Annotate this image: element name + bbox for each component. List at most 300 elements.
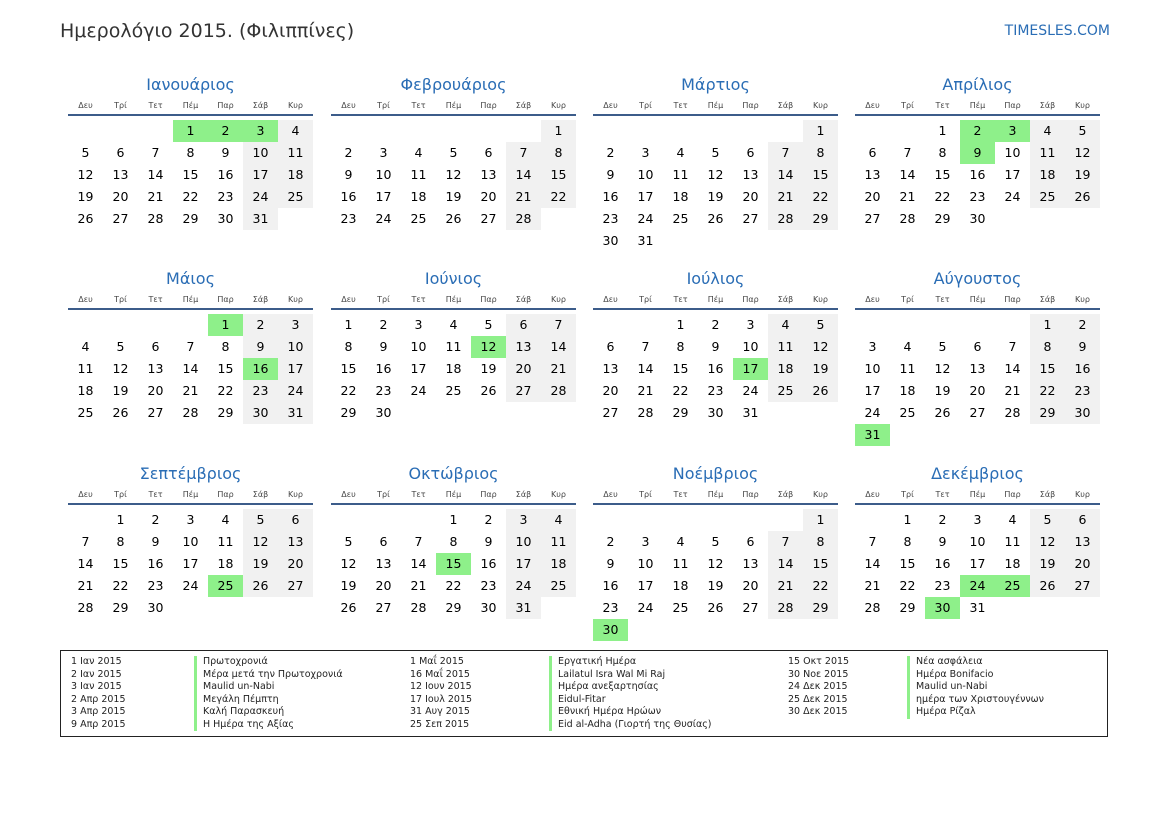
weekday-label: Τρί bbox=[114, 295, 127, 304]
day-cell: 13 bbox=[742, 556, 759, 571]
day-cell: 9 bbox=[151, 534, 160, 549]
day-cell: 26 bbox=[77, 211, 94, 226]
day-cell: 29 bbox=[217, 405, 234, 420]
week-row bbox=[855, 336, 1100, 358]
empty-day-cell bbox=[401, 402, 436, 424]
day-cell: 16 bbox=[1065, 358, 1100, 380]
day-cell: 20 bbox=[375, 578, 392, 593]
holiday-name: Eidul-Fitar bbox=[549, 694, 712, 707]
empty-day-cell bbox=[331, 120, 366, 142]
legend-name-column bbox=[194, 656, 343, 731]
day-cell: 10 bbox=[278, 336, 313, 358]
empty-day-cell bbox=[698, 120, 733, 142]
day-cell: 20 bbox=[147, 383, 164, 398]
week-row bbox=[68, 380, 313, 402]
day-cell: 22 bbox=[934, 189, 951, 204]
day-cell: 22 bbox=[899, 578, 916, 593]
day-cell: 27 bbox=[602, 405, 619, 420]
day-cell: 30 bbox=[147, 600, 164, 615]
week-row bbox=[331, 380, 576, 402]
day-cell: 16 bbox=[243, 358, 278, 380]
day-cell: 2 bbox=[379, 317, 388, 332]
empty-day-cell bbox=[173, 314, 208, 336]
day-cell: 5 bbox=[803, 314, 838, 336]
empty-day-cell bbox=[436, 120, 471, 142]
day-cell: 1 bbox=[449, 512, 458, 527]
day-cell: 20 bbox=[864, 189, 881, 204]
day-cell: 11 bbox=[77, 361, 94, 376]
day-cell: 25 bbox=[278, 186, 313, 208]
day-cell: 29 bbox=[803, 208, 838, 230]
empty-day-cell bbox=[593, 314, 628, 336]
day-cell: 1 bbox=[803, 509, 838, 531]
holiday-date: 1 Ιαν 2015 bbox=[71, 656, 122, 667]
empty-day-cell bbox=[855, 120, 890, 142]
weekday-label: Τρί bbox=[901, 295, 914, 304]
day-cell: 25 bbox=[768, 380, 803, 402]
weekday-label: Κυρ bbox=[813, 490, 828, 499]
holiday-date: 25 Σεπ 2015 bbox=[410, 718, 470, 730]
month-calendar bbox=[331, 461, 576, 619]
holiday-name: Νέα ασφάλεια bbox=[907, 656, 1044, 669]
empty-day-cell bbox=[855, 314, 890, 336]
holiday-date: 9 Απρ 2015 bbox=[71, 718, 126, 730]
day-cell: 23 bbox=[217, 189, 234, 204]
day-cell: 16 bbox=[147, 556, 164, 571]
day-cell: 18 bbox=[278, 164, 313, 186]
empty-day-cell bbox=[628, 619, 663, 641]
empty-day-cell bbox=[331, 509, 366, 531]
day-cell: 3 bbox=[506, 509, 541, 531]
day-cell: 19 bbox=[934, 383, 951, 398]
week-row bbox=[68, 142, 313, 164]
week-row bbox=[855, 575, 1100, 597]
day-cell: 16 bbox=[969, 167, 986, 182]
weekday-label: Παρ bbox=[1004, 490, 1021, 499]
day-cell: 20 bbox=[278, 553, 313, 575]
empty-day-cell bbox=[925, 314, 960, 336]
day-cell: 15 bbox=[803, 553, 838, 575]
day-cell: 24 bbox=[506, 575, 541, 597]
site-link[interactable]: TIMESLES.COM bbox=[1004, 23, 1110, 39]
weekday-label: Παρ bbox=[480, 295, 497, 304]
month-name: Ιούνιος bbox=[424, 269, 483, 288]
day-cell: 7 bbox=[81, 534, 90, 549]
day-cell: 7 bbox=[1008, 339, 1017, 354]
day-cell: 9 bbox=[960, 142, 995, 164]
day-cell: 28 bbox=[541, 380, 576, 402]
day-cell: 18 bbox=[899, 383, 916, 398]
empty-day-cell bbox=[593, 120, 628, 142]
day-cell: 18 bbox=[410, 189, 427, 204]
weekday-label: Δευ bbox=[865, 295, 880, 304]
empty-day-cell bbox=[1030, 597, 1065, 619]
weekday-label: Δευ bbox=[341, 490, 356, 499]
month-calendar bbox=[331, 266, 576, 424]
day-cell: 26 bbox=[1065, 186, 1100, 208]
legend-date-column bbox=[788, 656, 849, 719]
month-name: Οκτώβριος bbox=[408, 464, 499, 483]
day-cell: 12 bbox=[934, 361, 951, 376]
month-calendar bbox=[855, 72, 1100, 230]
day-cell: 20 bbox=[112, 189, 129, 204]
day-cell: 2 bbox=[711, 317, 720, 332]
empty-day-cell bbox=[995, 208, 1030, 230]
day-cell: 16 bbox=[217, 167, 234, 182]
weekday-label: Σάβ bbox=[777, 295, 794, 304]
day-cell: 1 bbox=[1030, 314, 1065, 336]
week-row bbox=[68, 402, 313, 424]
day-cell: 20 bbox=[742, 578, 759, 593]
day-cell: 26 bbox=[1030, 575, 1065, 597]
day-cell: 17 bbox=[410, 361, 427, 376]
day-cell: 6 bbox=[746, 145, 755, 160]
day-cell: 12 bbox=[1030, 531, 1065, 553]
month-calendar bbox=[68, 266, 313, 424]
day-cell: 6 bbox=[973, 339, 982, 354]
day-cell: 17 bbox=[637, 189, 654, 204]
day-cell: 15 bbox=[436, 553, 471, 575]
day-cell: 25 bbox=[899, 405, 916, 420]
day-cell: 20 bbox=[480, 189, 497, 204]
week-row bbox=[331, 597, 576, 619]
weekday-label: Τετ bbox=[673, 490, 688, 499]
day-cell: 11 bbox=[278, 142, 313, 164]
weekday-label: Πέμ bbox=[445, 490, 462, 499]
day-cell: 14 bbox=[864, 556, 881, 571]
day-cell: 9 bbox=[344, 167, 353, 182]
week-row bbox=[855, 186, 1100, 208]
day-cell: 30 bbox=[925, 597, 960, 619]
holiday-date: 24 Δεκ 2015 bbox=[788, 681, 848, 692]
weekday-label: Τετ bbox=[411, 101, 426, 110]
day-cell: 3 bbox=[641, 145, 650, 160]
week-row bbox=[331, 186, 576, 208]
empty-day-cell bbox=[768, 120, 803, 142]
day-cell: 28 bbox=[410, 600, 427, 615]
legend-date-column bbox=[410, 656, 472, 731]
week-row bbox=[593, 336, 838, 358]
day-cell: 2 bbox=[606, 145, 615, 160]
weekday-label: Κυρ bbox=[813, 101, 828, 110]
day-cell: 19 bbox=[480, 361, 497, 376]
day-cell: 17 bbox=[243, 164, 278, 186]
weekday-label: Δευ bbox=[78, 101, 93, 110]
empty-day-cell bbox=[541, 402, 576, 424]
day-cell: 21 bbox=[182, 383, 199, 398]
day-cell: 29 bbox=[934, 211, 951, 226]
day-cell: 9 bbox=[606, 167, 615, 182]
day-cell: 21 bbox=[541, 358, 576, 380]
empty-day-cell bbox=[68, 314, 103, 336]
holiday-name: Εθνική Ημέρα Ηρώων bbox=[549, 706, 712, 719]
month-calendar bbox=[593, 461, 838, 641]
day-cell: 8 bbox=[344, 339, 353, 354]
day-cell: 5 bbox=[449, 145, 458, 160]
empty-day-cell bbox=[138, 120, 173, 142]
empty-day-cell bbox=[366, 120, 401, 142]
weekday-label: Κυρ bbox=[288, 101, 303, 110]
week-row bbox=[68, 597, 313, 619]
day-cell: 16 bbox=[340, 189, 357, 204]
day-cell: 26 bbox=[243, 575, 278, 597]
day-cell: 1 bbox=[903, 512, 912, 527]
weekday-label: Σάβ bbox=[1039, 295, 1056, 304]
day-cell: 31 bbox=[637, 233, 654, 248]
weekday-label: Πέμ bbox=[707, 490, 724, 499]
day-cell: 22 bbox=[541, 186, 576, 208]
weekday-label: Τετ bbox=[148, 490, 163, 499]
empty-day-cell bbox=[628, 314, 663, 336]
empty-day-cell bbox=[698, 619, 733, 641]
day-cell: 13 bbox=[112, 167, 129, 182]
day-cell: 14 bbox=[768, 553, 803, 575]
day-cell: 6 bbox=[484, 145, 493, 160]
empty-day-cell bbox=[401, 509, 436, 531]
holiday-name: ημέρα των Χριστουγέννων bbox=[907, 694, 1044, 707]
day-cell: 3 bbox=[868, 339, 877, 354]
day-cell: 18 bbox=[217, 556, 234, 571]
day-cell: 28 bbox=[637, 405, 654, 420]
weekday-label: Παρ bbox=[742, 101, 759, 110]
day-cell: 26 bbox=[803, 380, 838, 402]
day-cell: 9 bbox=[484, 534, 493, 549]
empty-day-cell bbox=[471, 402, 506, 424]
day-cell: 2 bbox=[344, 145, 353, 160]
day-cell: 7 bbox=[768, 531, 803, 553]
weekday-header bbox=[855, 487, 1100, 505]
day-cell: 25 bbox=[410, 211, 427, 226]
empty-day-cell bbox=[733, 120, 768, 142]
empty-day-cell bbox=[855, 509, 890, 531]
day-cell: 24 bbox=[637, 211, 654, 226]
holiday-name: Eid al-Adha (Γιορτή της Θυσίας) bbox=[549, 719, 712, 732]
holiday-name: Ημέρα Ρίζαλ bbox=[907, 706, 1044, 719]
holiday-date: 3 Ιαν 2015 bbox=[71, 681, 122, 692]
week-row bbox=[68, 336, 313, 358]
week-row bbox=[68, 358, 313, 380]
week-row bbox=[331, 314, 576, 336]
day-cell: 14 bbox=[541, 336, 576, 358]
day-cell: 30 bbox=[217, 211, 234, 226]
day-cell: 2 bbox=[606, 534, 615, 549]
day-cell: 8 bbox=[803, 531, 838, 553]
day-cell: 14 bbox=[182, 361, 199, 376]
day-cell: 22 bbox=[217, 383, 234, 398]
day-cell: 1 bbox=[208, 314, 243, 336]
day-cell: 4 bbox=[768, 314, 803, 336]
day-cell: 27 bbox=[864, 211, 881, 226]
day-cell: 24 bbox=[278, 380, 313, 402]
empty-day-cell bbox=[506, 120, 541, 142]
day-cell: 4 bbox=[278, 120, 313, 142]
day-cell: 6 bbox=[746, 534, 755, 549]
weekday-label: Δευ bbox=[78, 295, 93, 304]
day-cell: 4 bbox=[81, 339, 90, 354]
day-cell: 30 bbox=[602, 233, 619, 248]
holiday-date: 3 Απρ 2015 bbox=[71, 706, 126, 717]
day-cell: 7 bbox=[506, 142, 541, 164]
day-cell: 7 bbox=[541, 314, 576, 336]
weekday-label: Πέμ bbox=[969, 295, 986, 304]
month-name: Μάρτιος bbox=[681, 75, 750, 94]
weekday-label: Τετ bbox=[935, 101, 950, 110]
day-cell: 29 bbox=[340, 405, 357, 420]
weekday-label: Τετ bbox=[673, 295, 688, 304]
page-title: Ημερολόγιο 2015. (Φιλιππίνες) bbox=[60, 20, 355, 42]
day-cell: 21 bbox=[768, 186, 803, 208]
weekday-label: Τρί bbox=[639, 295, 652, 304]
holiday-date: 16 Μαΐ 2015 bbox=[410, 668, 470, 680]
day-cell: 5 bbox=[81, 145, 90, 160]
day-cell: 27 bbox=[375, 600, 392, 615]
day-cell: 19 bbox=[243, 553, 278, 575]
week-row bbox=[593, 575, 838, 597]
holiday-name: Maulid un-Nabi bbox=[194, 681, 343, 694]
day-cell: 3 bbox=[186, 512, 195, 527]
day-cell: 10 bbox=[969, 534, 986, 549]
day-cell: 8 bbox=[449, 534, 458, 549]
day-cell: 13 bbox=[602, 361, 619, 376]
day-cell: 1 bbox=[173, 120, 208, 142]
day-cell: 17 bbox=[969, 556, 986, 571]
day-cell: 14 bbox=[410, 556, 427, 571]
day-cell: 5 bbox=[711, 534, 720, 549]
day-cell: 17 bbox=[1004, 167, 1021, 182]
day-cell: 10 bbox=[742, 339, 759, 354]
day-cell: 18 bbox=[77, 383, 94, 398]
weekday-label: Παρ bbox=[217, 101, 234, 110]
day-cell: 5 bbox=[1065, 120, 1100, 142]
day-cell: 29 bbox=[672, 405, 689, 420]
day-cell: 20 bbox=[1065, 553, 1100, 575]
day-cell: 31 bbox=[969, 600, 986, 615]
day-cell: 6 bbox=[506, 314, 541, 336]
weekday-label: Κυρ bbox=[288, 295, 303, 304]
weekday-label: Τρί bbox=[901, 490, 914, 499]
month-calendar bbox=[331, 72, 576, 230]
day-cell: 9 bbox=[243, 336, 278, 358]
day-cell: 10 bbox=[864, 361, 881, 376]
day-cell: 28 bbox=[182, 405, 199, 420]
week-row bbox=[593, 230, 838, 252]
day-cell: 21 bbox=[899, 189, 916, 204]
day-cell: 16 bbox=[375, 361, 392, 376]
day-cell: 10 bbox=[506, 531, 541, 553]
day-cell: 18 bbox=[1004, 556, 1021, 571]
day-cell: 18 bbox=[445, 361, 462, 376]
month-name: Σεπτέμβριος bbox=[139, 464, 242, 483]
day-cell: 15 bbox=[340, 361, 357, 376]
day-cell: 4 bbox=[1008, 512, 1017, 527]
day-cell: 21 bbox=[77, 578, 94, 593]
week-row bbox=[855, 402, 1100, 424]
day-cell: 26 bbox=[480, 383, 497, 398]
day-cell: 10 bbox=[410, 339, 427, 354]
day-cell: 3 bbox=[278, 314, 313, 336]
empty-day-cell bbox=[663, 120, 698, 142]
day-cell: 22 bbox=[112, 578, 129, 593]
weekday-label: Πέμ bbox=[445, 295, 462, 304]
day-cell: 11 bbox=[445, 339, 462, 354]
day-cell: 7 bbox=[903, 145, 912, 160]
weekday-label: Κυρ bbox=[288, 490, 303, 499]
weekday-label: Κυρ bbox=[1075, 295, 1090, 304]
day-cell: 2 bbox=[938, 512, 947, 527]
day-cell: 9 bbox=[379, 339, 388, 354]
holiday-date: 1 Μαΐ 2015 bbox=[410, 656, 464, 667]
day-cell: 6 bbox=[151, 339, 160, 354]
day-cell: 10 bbox=[375, 167, 392, 182]
day-cell: 22 bbox=[340, 383, 357, 398]
empty-day-cell bbox=[925, 424, 960, 446]
weekday-header bbox=[68, 98, 313, 116]
holiday-date: 30 Νοε 2015 bbox=[788, 668, 849, 680]
day-cell: 23 bbox=[707, 383, 724, 398]
week-row bbox=[331, 358, 576, 380]
weekday-label: Πέμ bbox=[969, 490, 986, 499]
day-cell: 15 bbox=[672, 361, 689, 376]
weekday-label: Παρ bbox=[742, 490, 759, 499]
day-cell: 24 bbox=[864, 405, 881, 420]
holiday-date: 31 Αυγ 2015 bbox=[410, 706, 470, 717]
weekday-label: Τρί bbox=[639, 101, 652, 110]
day-cell: 19 bbox=[707, 189, 724, 204]
day-cell: 28 bbox=[506, 208, 541, 230]
day-cell: 12 bbox=[707, 167, 724, 182]
day-cell: 20 bbox=[602, 383, 619, 398]
holiday-legend bbox=[60, 650, 1108, 737]
day-cell: 8 bbox=[541, 142, 576, 164]
day-cell: 4 bbox=[541, 509, 576, 531]
week-row bbox=[331, 120, 576, 142]
week-row bbox=[331, 553, 576, 575]
day-cell: 29 bbox=[1030, 402, 1065, 424]
empty-day-cell bbox=[506, 402, 541, 424]
day-cell: 27 bbox=[112, 211, 129, 226]
day-cell: 27 bbox=[742, 600, 759, 615]
weekday-label: Παρ bbox=[480, 490, 497, 499]
day-cell: 30 bbox=[243, 402, 278, 424]
week-row bbox=[593, 358, 838, 380]
week-row bbox=[331, 531, 576, 553]
weekday-label: Πέμ bbox=[182, 101, 199, 110]
week-row bbox=[855, 531, 1100, 553]
empty-day-cell bbox=[995, 314, 1030, 336]
month-name: Ιανουάριος bbox=[146, 75, 235, 94]
empty-day-cell bbox=[960, 314, 995, 336]
day-cell: 29 bbox=[182, 211, 199, 226]
day-cell: 8 bbox=[903, 534, 912, 549]
day-cell: 11 bbox=[541, 531, 576, 553]
day-cell: 19 bbox=[445, 189, 462, 204]
day-cell: 8 bbox=[803, 142, 838, 164]
weekday-header bbox=[593, 292, 838, 310]
week-row bbox=[331, 402, 576, 424]
holiday-date: 2 Ιαν 2015 bbox=[71, 668, 122, 680]
weekday-label: Κυρ bbox=[551, 295, 566, 304]
empty-day-cell bbox=[366, 509, 401, 531]
holiday-name: Εργατική Ημέρα bbox=[549, 656, 712, 669]
day-cell: 25 bbox=[1030, 186, 1065, 208]
weekday-label: Παρ bbox=[217, 490, 234, 499]
empty-day-cell bbox=[890, 314, 925, 336]
day-cell: 11 bbox=[217, 534, 234, 549]
day-cell: 17 bbox=[182, 556, 199, 571]
day-cell: 8 bbox=[116, 534, 125, 549]
legend-name-column bbox=[907, 656, 1044, 719]
day-cell: 6 bbox=[606, 339, 615, 354]
